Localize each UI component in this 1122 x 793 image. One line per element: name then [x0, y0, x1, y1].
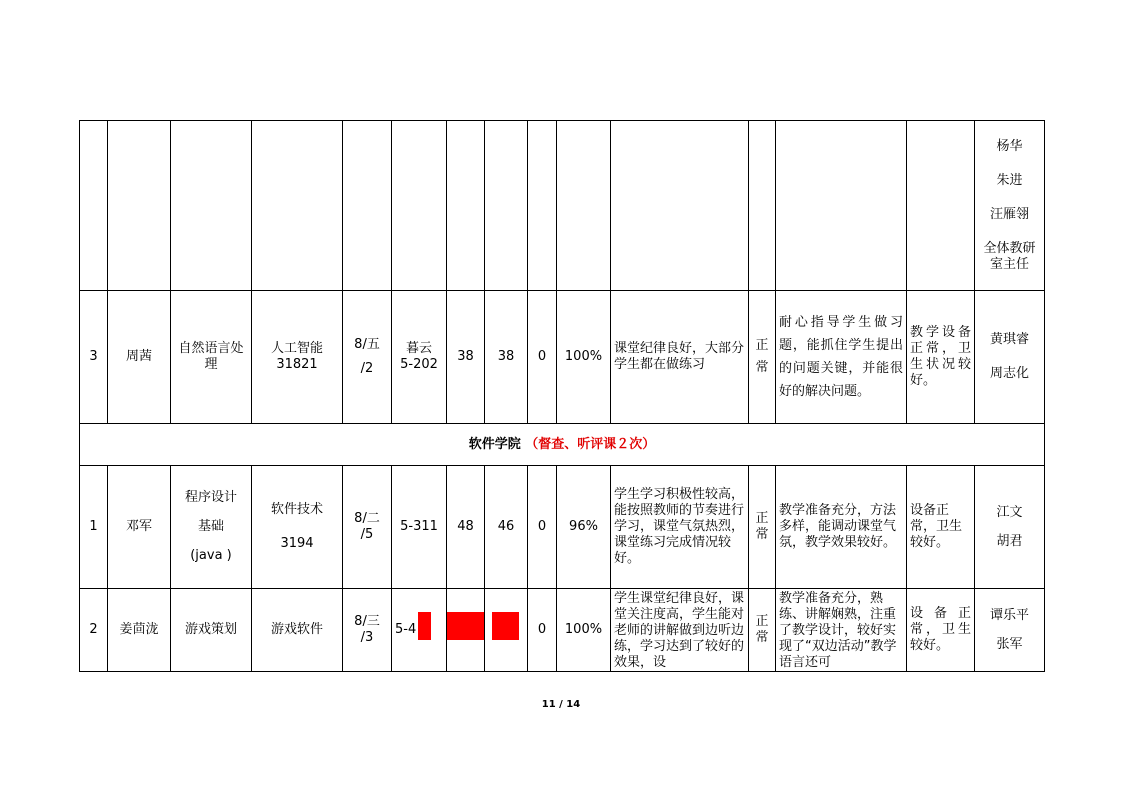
status-char: 常 [755, 630, 769, 645]
class-line: 31821 [276, 357, 318, 372]
date-line: 8/二 [354, 511, 380, 526]
status-char: 常 [755, 527, 769, 542]
course-name [171, 466, 252, 589]
teacher-name: 邓军 [108, 466, 171, 589]
course-line: (java ) [190, 548, 232, 563]
inspection-table [79, 120, 1045, 672]
absent-count: 0 [528, 466, 557, 589]
date-period [343, 291, 392, 424]
reviewer-name: 胡君 [996, 533, 1023, 549]
reviewer-cell [975, 291, 1045, 424]
date-line: /3 [360, 630, 374, 645]
reviewer-cell [975, 121, 1045, 291]
teacher-name: 姜茴泷 [108, 589, 171, 672]
teacher-name: 周茜 [108, 291, 171, 424]
redaction-box [492, 612, 519, 640]
student-status: 课堂纪律良好，大部分学生都在做练习 [611, 291, 749, 424]
row-number: 1 [80, 466, 108, 589]
section-header [80, 424, 1045, 466]
present-count [485, 589, 528, 672]
table-row [80, 589, 1045, 672]
teaching-evaluation: 耐心指导学生做习题，能抓住学生提出的问题关键，并能很好的解决问题。 [776, 291, 907, 424]
room-text: 5-4 [395, 622, 417, 637]
date-line: 8/三 [354, 614, 380, 629]
environment-evaluation: 设备正常，卫生较好。 [907, 466, 975, 589]
row-number: 3 [80, 291, 108, 424]
reviewer-name: 周志化 [989, 366, 1029, 381]
class-line: 3194 [280, 536, 314, 551]
reviewer-name: 江文 [996, 504, 1023, 520]
reviewer-cell [975, 589, 1045, 672]
redaction-box [418, 612, 431, 640]
attendance-rate: 96% [557, 466, 611, 589]
classroom [392, 291, 447, 424]
reviewer-name: 黄琪睿 [989, 332, 1029, 347]
date-line: /5 [360, 527, 374, 542]
enrolled-count: 38 [447, 291, 485, 424]
absent-count: 0 [528, 291, 557, 424]
teacher-attendance [749, 291, 776, 424]
classroom [392, 589, 447, 672]
table-row [80, 121, 1045, 291]
course-line: 基础 [197, 519, 224, 534]
teaching-evaluation: 教学准备充分，熟练、讲解娴熟，注重了教学设计，较好实现了“双边活动”教学语言还可 [776, 589, 907, 672]
class-name: 游戏软件 [252, 589, 343, 672]
reviewer-name: 杨华 [996, 138, 1023, 154]
reviewer-name: 汪雁翎 [989, 206, 1029, 222]
course-name: 游戏策划 [171, 589, 252, 672]
present-count: 38 [485, 291, 528, 424]
student-status: 学生学习积极性较高，能按照教师的节奏进行学习，课堂气氛热烈，课堂练习完成情况较好。 [611, 466, 749, 589]
course-line: 程序设计 [184, 490, 237, 505]
reviewer-name: 朱进 [996, 172, 1023, 188]
environment-evaluation: 设备正常，卫生较好。 [907, 589, 975, 672]
table-row [80, 291, 1045, 424]
class-name [252, 466, 343, 589]
environment-evaluation: 教学设备正常，卫生状况较好。 [907, 291, 975, 424]
date-period [343, 589, 392, 672]
course-name: 自然语言处理 [171, 291, 252, 424]
class-line: 软件技术 [270, 502, 323, 517]
reviewer-cell [975, 466, 1045, 589]
date-line: 8/五 [354, 337, 380, 352]
section-note: （督查、听评课２次） [525, 436, 656, 452]
section-title: 软件学院 [468, 436, 521, 452]
table-row [80, 466, 1045, 589]
enrolled-count [447, 589, 485, 672]
reviewer-name: 全体教研室主任 [983, 240, 1036, 272]
date-line: /2 [360, 361, 374, 376]
classroom: 5-311 [392, 466, 447, 589]
reviewer-name: 谭乐平 [989, 607, 1029, 623]
status-char: 正 [755, 614, 769, 629]
room-line: 5-202 [400, 357, 438, 372]
enrolled-count: 48 [447, 466, 485, 589]
absent-count: 0 [528, 589, 557, 672]
class-line: 人工智能 [270, 341, 323, 356]
reviewer-name: 张军 [996, 636, 1023, 652]
date-period [343, 466, 392, 589]
teacher-attendance [749, 466, 776, 589]
teaching-evaluation: 教学准备充分，方法多样，能调动课堂气氛，教学效果较好。 [776, 466, 907, 589]
attendance-rate: 100% [557, 589, 611, 672]
teacher-attendance [749, 589, 776, 672]
status-char: 正 [755, 511, 769, 526]
status-char: 常 [755, 360, 769, 375]
row-number: 2 [80, 589, 108, 672]
redaction-box [447, 612, 485, 640]
student-status: 学生课堂纪律良好，课堂关注度高，学生能对老师的讲解做到边听边练，学习达到了较好的效果，设 [611, 589, 749, 672]
status-char: 正 [755, 338, 769, 353]
attendance-rate: 100% [557, 291, 611, 424]
section-header-row [80, 424, 1045, 466]
class-name [252, 291, 343, 424]
room-line: 暮云 [405, 341, 432, 356]
present-count: 46 [485, 466, 528, 589]
page-number: 11 / 14 [541, 699, 581, 710]
